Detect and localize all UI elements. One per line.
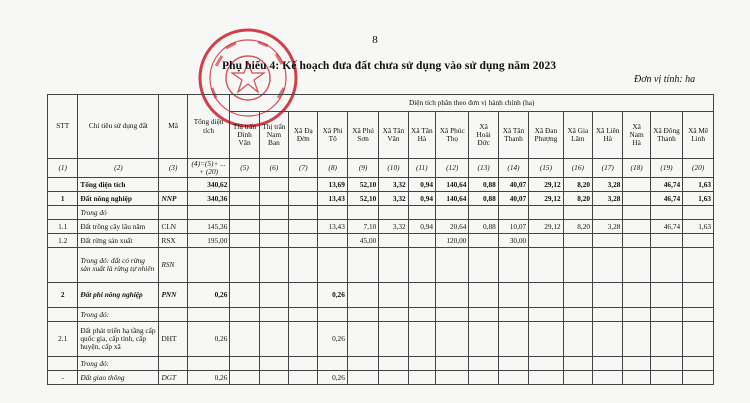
cell-value xyxy=(379,248,408,283)
index-cell: (6) xyxy=(259,159,288,178)
cell-value xyxy=(436,308,469,322)
index-cell: (9) xyxy=(347,159,378,178)
cell-value xyxy=(529,206,563,220)
cell-value: 46,74 xyxy=(650,192,682,206)
header-unit: Thị trấn Nam Ban xyxy=(259,112,288,159)
cell-value xyxy=(563,371,592,385)
cell-value xyxy=(436,371,469,385)
cell-value xyxy=(593,283,623,308)
cell-value: 0,94 xyxy=(408,192,435,206)
cell-value xyxy=(593,357,623,371)
cell-value xyxy=(289,220,318,234)
cell-value xyxy=(650,357,682,371)
cell-value xyxy=(469,234,498,248)
index-cell: (12) xyxy=(436,159,469,178)
header-unit: Xã Tân Văn xyxy=(379,112,408,159)
cell-value: 1,63 xyxy=(683,220,714,234)
header-unit: Xã Gia Lâm xyxy=(563,112,592,159)
cell-value: 10,07 xyxy=(498,220,528,234)
cell-stt xyxy=(48,178,78,192)
cell-value xyxy=(230,206,259,220)
header-unit: Xã Mê Linh xyxy=(683,112,714,159)
cell-value: 13,43 xyxy=(318,220,347,234)
cell-value xyxy=(259,308,288,322)
cell-category: Trong đó: xyxy=(78,357,159,371)
header-unit: Xã Nam Hà xyxy=(623,112,650,159)
cell-value: 0,88 xyxy=(469,192,498,206)
cell-value xyxy=(289,283,318,308)
cell-value xyxy=(623,206,650,220)
cell-value xyxy=(498,308,528,322)
unit-label: Đơn vị tính: ha xyxy=(634,74,696,85)
cell-value xyxy=(650,322,682,357)
cell-value xyxy=(408,206,435,220)
cell-value: 29,12 xyxy=(529,192,563,206)
cell-category: Trong đó: đất có rừng sản xuất là rừng tự nhiên xyxy=(78,248,159,283)
cell-value: 1,63 xyxy=(683,192,714,206)
header-unit: Xã Liên Hà xyxy=(593,112,623,159)
header-unit: Xã Phú Sơn xyxy=(347,112,378,159)
cell-stt xyxy=(48,308,78,322)
index-cell: (1) xyxy=(48,159,78,178)
cell-value: 13,69 xyxy=(318,178,347,192)
cell-value: 29,12 xyxy=(529,178,563,192)
cell-code: DHT xyxy=(159,322,187,357)
cell-value xyxy=(529,234,563,248)
index-cell: (4)=(5)+ ... + (20) xyxy=(187,159,230,178)
cell-value xyxy=(650,371,682,385)
cell-category: Trong đó xyxy=(78,206,159,220)
cell-value xyxy=(347,206,378,220)
cell-category: Đất giao thông xyxy=(78,371,159,385)
cell-value xyxy=(469,371,498,385)
cell-value xyxy=(347,322,378,357)
cell-value xyxy=(650,308,682,322)
cell-value: 140,64 xyxy=(436,192,469,206)
cell-value xyxy=(379,206,408,220)
cell-value xyxy=(347,357,378,371)
cell-stt: 1.2 xyxy=(48,234,78,248)
cell-value xyxy=(623,234,650,248)
cell-total: 340,62 xyxy=(187,178,230,192)
land-use-plan-table xyxy=(47,94,714,385)
cell-value xyxy=(230,357,259,371)
index-row xyxy=(48,159,714,178)
cell-value xyxy=(593,234,623,248)
cell-value xyxy=(683,248,714,283)
header-unit: Xã Phúc Thọ xyxy=(436,112,469,159)
cell-category: Tổng diện tích xyxy=(78,178,159,192)
cell-value xyxy=(259,178,288,192)
page-number: 8 xyxy=(372,34,378,46)
cell-value xyxy=(230,308,259,322)
cell-stt: 1.1 xyxy=(48,220,78,234)
cell-value xyxy=(683,308,714,322)
cell-value: 120,00 xyxy=(436,234,469,248)
table-row xyxy=(48,308,714,322)
table-row xyxy=(48,357,714,371)
cell-value xyxy=(469,283,498,308)
cell-value xyxy=(436,283,469,308)
header-unit: Xã Tân Hà xyxy=(408,112,435,159)
index-cell: (11) xyxy=(408,159,435,178)
cell-value: 40,07 xyxy=(498,192,528,206)
table-row xyxy=(48,371,714,385)
cell-value xyxy=(289,371,318,385)
cell-value xyxy=(683,206,714,220)
cell-value xyxy=(498,283,528,308)
table-row xyxy=(48,248,714,283)
cell-value xyxy=(650,283,682,308)
cell-value xyxy=(529,371,563,385)
index-cell: (18) xyxy=(623,159,650,178)
header-unit: Xã Hoài Đức xyxy=(469,112,498,159)
cell-value: 46,74 xyxy=(650,178,682,192)
cell-value xyxy=(563,248,592,283)
header-unit: Xã Đông Thanh xyxy=(650,112,682,159)
table-row xyxy=(48,283,714,308)
cell-value xyxy=(379,308,408,322)
cell-value xyxy=(436,322,469,357)
cell-total: 0,26 xyxy=(187,283,230,308)
cell-stt xyxy=(48,357,78,371)
cell-value: 8,20 xyxy=(563,178,592,192)
cell-stt xyxy=(48,206,78,220)
table-row xyxy=(48,178,714,192)
cell-total: 340,36 xyxy=(187,192,230,206)
cell-value xyxy=(623,248,650,283)
cell-value xyxy=(469,357,498,371)
cell-stt: - xyxy=(48,371,78,385)
cell-value xyxy=(498,248,528,283)
cell-code: RSX xyxy=(159,234,187,248)
cell-value xyxy=(289,192,318,206)
cell-value xyxy=(683,371,714,385)
cell-value: 140,64 xyxy=(436,178,469,192)
cell-value: 3,32 xyxy=(379,192,408,206)
cell-value xyxy=(683,234,714,248)
cell-value xyxy=(318,248,347,283)
cell-value xyxy=(259,192,288,206)
index-cell: (3) xyxy=(159,159,187,178)
cell-value: 1,63 xyxy=(683,178,714,192)
cell-value xyxy=(593,371,623,385)
cell-value xyxy=(498,357,528,371)
cell-value xyxy=(347,248,378,283)
cell-category: Đất trồng cây lâu năm xyxy=(78,220,159,234)
header-stt: STT xyxy=(48,95,78,159)
cell-value xyxy=(623,192,650,206)
index-cell: (13) xyxy=(469,159,498,178)
cell-value: 3,32 xyxy=(379,178,408,192)
cell-value xyxy=(529,248,563,283)
cell-code: DGT xyxy=(159,371,187,385)
cell-value xyxy=(529,308,563,322)
header-category: Chỉ tiêu sử dụng đất xyxy=(78,95,159,159)
cell-value xyxy=(436,357,469,371)
cell-value xyxy=(623,371,650,385)
cell-value xyxy=(623,308,650,322)
cell-value xyxy=(259,234,288,248)
cell-value xyxy=(408,371,435,385)
cell-value xyxy=(529,283,563,308)
cell-value xyxy=(289,178,318,192)
cell-value: 0,88 xyxy=(469,178,498,192)
table-row xyxy=(48,206,714,220)
cell-value xyxy=(230,283,259,308)
cell-value xyxy=(318,308,347,322)
cell-total: 0,26 xyxy=(187,371,230,385)
header-admin-group: Diện tích phân theo đơn vị hành chính (ha) xyxy=(230,95,714,112)
cell-code: NNP xyxy=(159,192,187,206)
cell-value xyxy=(408,357,435,371)
cell-value: 7,10 xyxy=(347,220,378,234)
cell-value xyxy=(469,248,498,283)
cell-value xyxy=(289,206,318,220)
cell-value xyxy=(259,357,288,371)
cell-value xyxy=(379,322,408,357)
cell-value xyxy=(623,220,650,234)
table-row xyxy=(48,322,714,357)
cell-code xyxy=(159,308,187,322)
cell-value xyxy=(259,206,288,220)
cell-value: 0,26 xyxy=(318,283,347,308)
cell-value xyxy=(683,357,714,371)
index-cell: (5) xyxy=(230,159,259,178)
index-cell: (8) xyxy=(318,159,347,178)
cell-value xyxy=(289,248,318,283)
cell-total: 195,00 xyxy=(187,234,230,248)
document-title: Phụ biểu 4: Kế hoạch đưa đất chưa sử dụng vào sử dụng năm 2023 xyxy=(222,60,557,72)
index-cell: (19) xyxy=(650,159,682,178)
cell-category: Đất rừng sản xuất xyxy=(78,234,159,248)
cell-value xyxy=(408,234,435,248)
cell-stt: 2 xyxy=(48,283,78,308)
cell-value xyxy=(498,371,528,385)
table-row xyxy=(48,234,714,248)
cell-value xyxy=(683,283,714,308)
cell-total: 145,36 xyxy=(187,220,230,234)
cell-value xyxy=(379,234,408,248)
cell-value xyxy=(469,308,498,322)
cell-value: 3,28 xyxy=(593,192,623,206)
cell-value xyxy=(347,283,378,308)
cell-stt: 1 xyxy=(48,192,78,206)
cell-category: Đất nông nghiệp xyxy=(78,192,159,206)
cell-total xyxy=(187,248,230,283)
cell-stt: 2.1 xyxy=(48,322,78,357)
cell-value xyxy=(623,322,650,357)
cell-value xyxy=(650,206,682,220)
cell-value xyxy=(650,248,682,283)
cell-value: 52,10 xyxy=(347,178,378,192)
cell-value xyxy=(563,322,592,357)
cell-value xyxy=(289,322,318,357)
cell-value xyxy=(230,234,259,248)
cell-value xyxy=(318,357,347,371)
index-cell: (15) xyxy=(529,159,563,178)
cell-value: 3,28 xyxy=(593,220,623,234)
index-cell: (17) xyxy=(593,159,623,178)
cell-value: 13,43 xyxy=(318,192,347,206)
index-cell: (20) xyxy=(683,159,714,178)
cell-value xyxy=(259,248,288,283)
cell-value: 8,20 xyxy=(563,192,592,206)
cell-value xyxy=(436,206,469,220)
cell-value xyxy=(408,248,435,283)
cell-value: 29,12 xyxy=(529,220,563,234)
header-unit: Xã Tân Thanh xyxy=(498,112,528,159)
cell-value xyxy=(623,178,650,192)
cell-value xyxy=(259,322,288,357)
cell-code: CLN xyxy=(159,220,187,234)
header-unit: Thị trấn Đình Văn xyxy=(230,112,259,159)
cell-value: 0,88 xyxy=(469,220,498,234)
cell-value: 8,20 xyxy=(563,220,592,234)
header-row xyxy=(48,95,714,112)
cell-value xyxy=(563,234,592,248)
cell-value xyxy=(230,322,259,357)
index-cell: (2) xyxy=(78,159,159,178)
cell-value: 46,74 xyxy=(650,220,682,234)
cell-value xyxy=(347,371,378,385)
cell-value xyxy=(318,234,347,248)
cell-value: 20,64 xyxy=(436,220,469,234)
cell-category: Trong đó: xyxy=(78,308,159,322)
cell-value: 0,26 xyxy=(318,322,347,357)
cell-value: 3,32 xyxy=(379,220,408,234)
cell-value: 52,10 xyxy=(347,192,378,206)
index-cell: (10) xyxy=(379,159,408,178)
cell-value xyxy=(623,357,650,371)
cell-value xyxy=(230,248,259,283)
cell-value xyxy=(230,371,259,385)
cell-category: Đất phát triển hạ tầng cấp quốc gia, cấp tỉnh, cấp huyện, cấp xã xyxy=(78,322,159,357)
cell-value xyxy=(379,283,408,308)
cell-value: 40,07 xyxy=(498,178,528,192)
cell-value xyxy=(469,322,498,357)
header-unit: Xã Đạ Đờn xyxy=(289,112,318,159)
cell-code: RSN xyxy=(159,248,187,283)
cell-value: 3,28 xyxy=(593,178,623,192)
table-row xyxy=(48,192,714,206)
cell-value xyxy=(563,283,592,308)
cell-total xyxy=(187,308,230,322)
cell-value xyxy=(436,248,469,283)
cell-code: PNN xyxy=(159,283,187,308)
cell-value xyxy=(623,283,650,308)
cell-value xyxy=(529,357,563,371)
cell-value xyxy=(230,178,259,192)
cell-value xyxy=(289,308,318,322)
cell-value xyxy=(347,308,378,322)
cell-value xyxy=(563,357,592,371)
cell-value xyxy=(593,248,623,283)
cell-total xyxy=(187,357,230,371)
cell-value xyxy=(259,371,288,385)
cell-value xyxy=(593,206,623,220)
index-cell: (16) xyxy=(563,159,592,178)
header-total: Tổng diện tích xyxy=(187,95,230,159)
cell-value xyxy=(469,206,498,220)
cell-value xyxy=(289,234,318,248)
cell-code xyxy=(159,178,187,192)
cell-total: 0,26 xyxy=(187,322,230,357)
cell-value xyxy=(230,192,259,206)
cell-total xyxy=(187,206,230,220)
table-row xyxy=(48,220,714,234)
header-code: Mã xyxy=(159,95,187,159)
index-cell: (7) xyxy=(289,159,318,178)
cell-value xyxy=(259,283,288,308)
cell-value xyxy=(593,322,623,357)
cell-value xyxy=(683,322,714,357)
cell-code xyxy=(159,357,187,371)
cell-value: 30,00 xyxy=(498,234,528,248)
cell-stt xyxy=(48,248,78,283)
header-unit: Xã Đan Phượng xyxy=(529,112,563,159)
index-cell: (14) xyxy=(498,159,528,178)
cell-value xyxy=(563,206,592,220)
cell-value xyxy=(289,357,318,371)
cell-value xyxy=(318,206,347,220)
cell-category: Đất phi nông nghiệp xyxy=(78,283,159,308)
cell-value xyxy=(593,308,623,322)
cell-value xyxy=(529,322,563,357)
cell-value: 0,26 xyxy=(318,371,347,385)
cell-value xyxy=(259,220,288,234)
header-unit: Xã Phi Tô xyxy=(318,112,347,159)
cell-value: 0,94 xyxy=(408,178,435,192)
cell-value xyxy=(379,357,408,371)
cell-value xyxy=(408,308,435,322)
cell-value xyxy=(498,322,528,357)
cell-value: 0,94 xyxy=(408,220,435,234)
cell-code xyxy=(159,206,187,220)
cell-value xyxy=(498,206,528,220)
cell-value xyxy=(379,371,408,385)
cell-value xyxy=(230,220,259,234)
cell-value xyxy=(408,283,435,308)
cell-value xyxy=(650,234,682,248)
cell-value xyxy=(563,308,592,322)
cell-value xyxy=(408,322,435,357)
cell-value: 45,00 xyxy=(347,234,378,248)
